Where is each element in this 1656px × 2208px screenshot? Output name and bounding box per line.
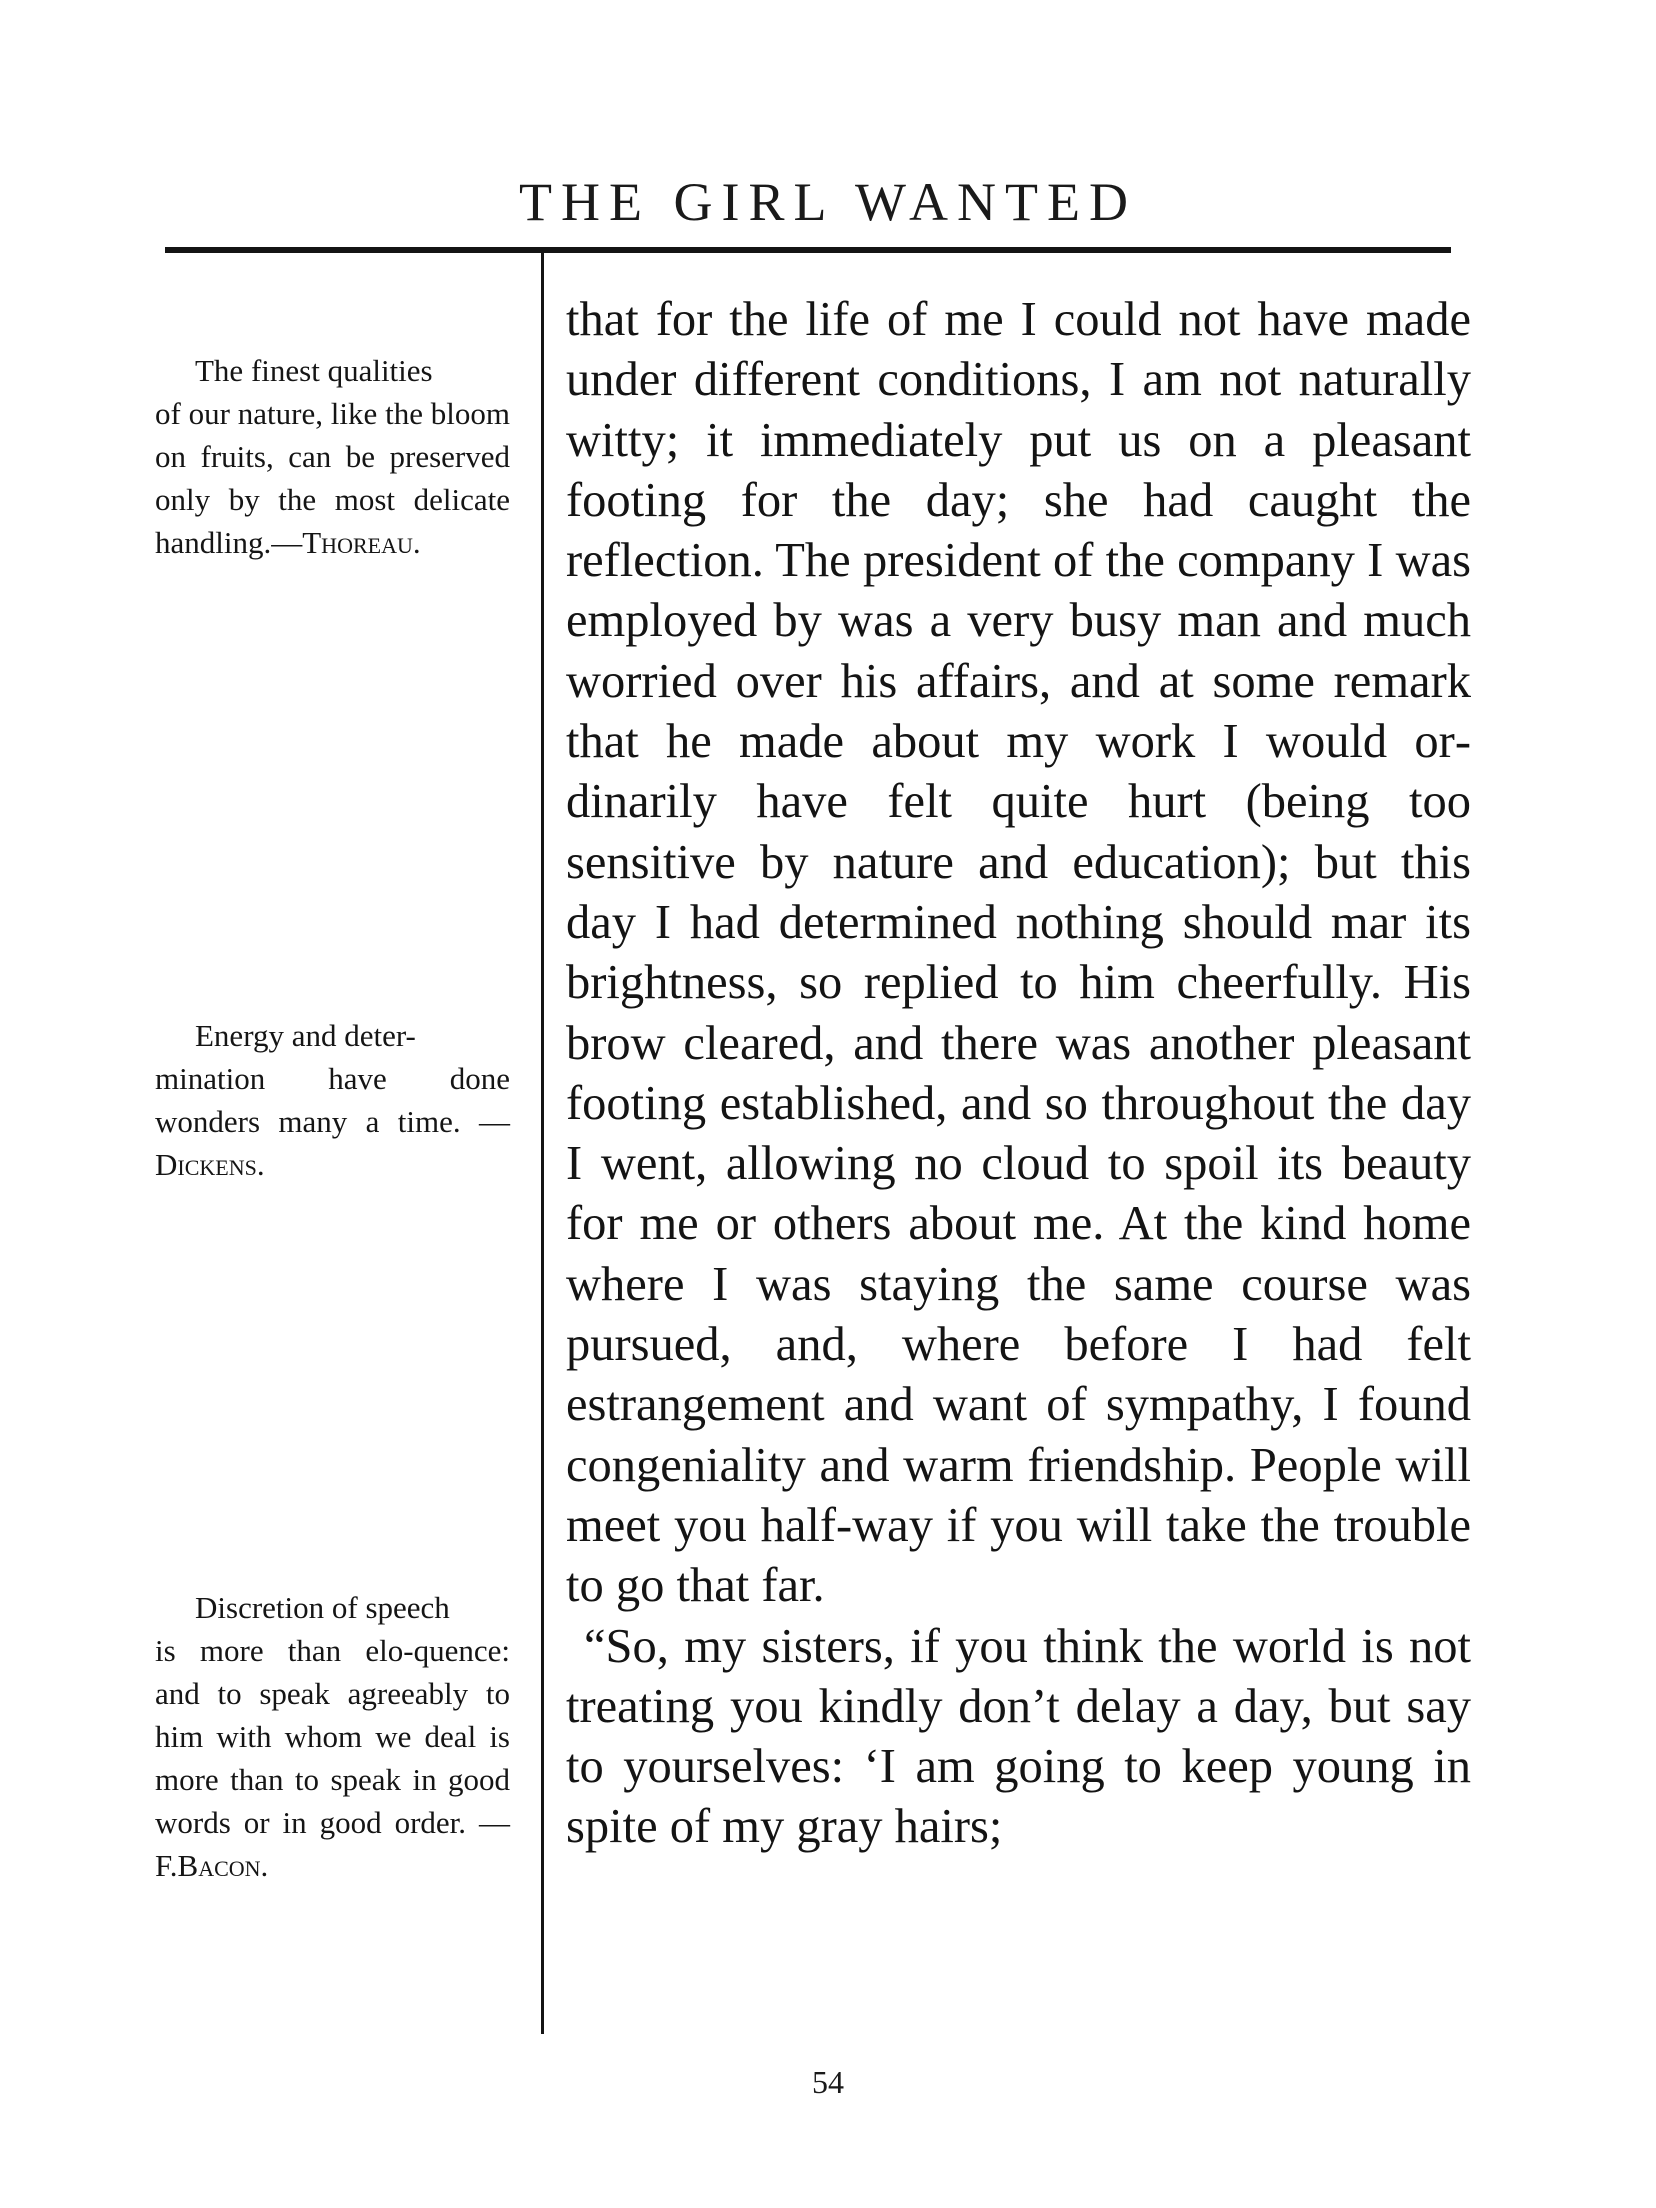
- page-title: THE GIRL WANTED: [519, 172, 1137, 232]
- margin-quote-thoreau: [155, 349, 510, 564]
- margin-quote-first-line: Energy and deter-: [195, 1018, 416, 1053]
- margin-quote-bacon: [155, 1586, 510, 1887]
- margin-quote-dickens: [155, 1014, 510, 1186]
- column-divider: [541, 253, 544, 2034]
- header-rule: [165, 247, 1451, 253]
- margin-quote-author: Thoreau.: [302, 525, 421, 560]
- margin-quote-first-line: Discretion of speech: [195, 1590, 450, 1625]
- page-number: 54: [812, 2064, 844, 2100]
- margin-quote-first-line: The finest qualities: [195, 353, 433, 388]
- margin-quote-author: Dickens.: [155, 1147, 265, 1182]
- body-paragraph: that for the life of me I could not have made under different conditions, I am not naturally witty; it immediately put us on a pleasant footing for the day; she had caught the reflection. The president of the company I was employed by was a very busy man and much worried over his affairs, and at some remark that he made about my work I would ordinarily have felt quite hurt (being too sensitive by nature and education); but this day I had determined nothing should mar its brightness, so replied to him cheerfully. His brow cleared, and there was another pleasant footing established, and so throughout the day I went, allowing no cloud to spoil its beauty for me or others about me. At the kind home where I was staying the same course was pursued, and, where before I had felt estrangement and want of sympathy, I found congeniality and warm friendship. People will meet you half-way if you will take the trouble to go that far.: [566, 293, 1471, 1613]
- margin-quote-author: Bacon.: [177, 1848, 269, 1883]
- margin-quote-text: of our nature, like the bloom on fruits, can be preserved only by the most delicate handling.—: [155, 396, 510, 560]
- margin-quote-text: mination have done wonders many a time. —: [155, 1061, 510, 1139]
- body-paragraph: “So, my sisters, if you think the world is not treating you kindly don’t delay a day, but say to yourselves: ‘I am going to keep young in spite of my gray hairs;: [566, 1619, 1471, 1854]
- margin-quote-text: is more than elo-quence: and to speak agreeably to him with whom we deal is more than to speak in good words or in good order. — F.: [155, 1633, 510, 1883]
- main-text-column: [566, 290, 1471, 1858]
